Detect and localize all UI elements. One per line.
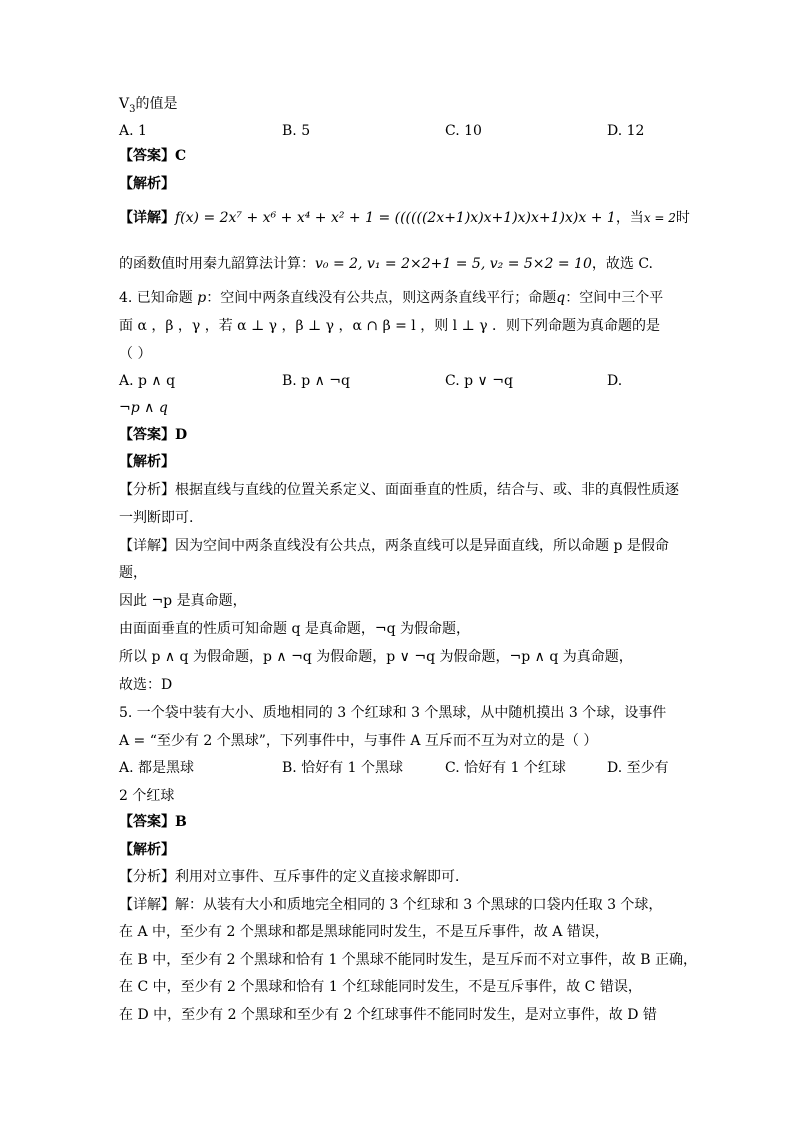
q4-stem-line3: （ ）	[119, 346, 152, 362]
q4-option-d: D.	[607, 373, 623, 389]
q5-options	[119, 758, 684, 778]
q4-stem-line2: 面 α ，β ，γ ，若 α ⊥ γ ，β ⊥ γ ，α ∩ β = l ，则 l ⊥ γ ．则下列命题为真命题的是	[119, 318, 661, 334]
q4-option-b: B. p ∧ ¬q	[282, 373, 350, 389]
q3-detail-line2	[119, 254, 684, 274]
q4-analysis-label: 【解析】	[119, 454, 175, 470]
q3-option-c: C. 10	[445, 123, 482, 139]
q3-line2-end: ，故选 C.	[591, 256, 654, 272]
q3-option-b: B. 5	[282, 123, 311, 139]
q4-stem-mid: ：空间中两条直线没有公共点，则这两条直线平行；命题	[206, 290, 557, 306]
q5-option-d: D. 至少有	[607, 760, 669, 776]
q5-answer: 【答案】B	[119, 814, 187, 830]
q4-option-c: C. p ∨ ¬q	[445, 373, 513, 389]
q4-fenxi-line1: 【分析】根据直线与直线的位置关系定义、面面垂直的性质，结合与、或、非的真假性质逐	[119, 482, 679, 498]
q5-detail-line5: 在 D 中，至少有 2 个黑球和至少有 2 个红球事件不能同时发生，是对立事件，故 D 错	[119, 1007, 657, 1023]
q4-stem-start: 4. 已知命题	[119, 290, 193, 306]
q3-option-d: D. 12	[607, 123, 645, 139]
q4-option-d-wrap: ¬p ∧ q	[119, 400, 168, 416]
q3-detail-line1	[119, 208, 690, 228]
q3-line2-text: 的函数值时用秦九韶算法计算：	[119, 256, 315, 272]
q4-options	[119, 371, 684, 391]
q5-detail-line4: 在 C 中，至少有 2 个黑球和恰有 1 个红球能同时发生，不是互斥事件，故 C 错误，	[119, 979, 642, 995]
q3-detail-cond: x = 2	[643, 211, 676, 225]
q4-detail-line1: 【详解】因为空间中两条直线没有公共点，两条直线可以是异面直线，所以命题 p 是假命	[119, 538, 669, 554]
q3-stem-rest: 的值是	[135, 96, 178, 112]
q4-fenxi-line2: 一判断即可.	[119, 510, 194, 526]
q4-stem-end: ：空间中三个平	[565, 290, 664, 306]
q3-stem-tail	[119, 94, 684, 120]
q3-formula: f(x) = 2x⁷ + x⁶ + x⁴ + x² + 1 = ((((((2x+1)x)x+1)x)x+1)x)x + 1	[175, 210, 616, 226]
q5-fenxi: 【分析】利用对立事件、互斥事件的定义直接求解即可．	[119, 869, 469, 885]
q5-stem-line1: 5. 一个袋中装有大小、质地相同的 3 个红球和 3 个黑球，从中随机摸出 3 个球，设事件	[119, 705, 667, 721]
q4-detail-line4: 由面面垂直的性质可知命题 q 是真命题，¬q 为假命题，	[119, 621, 471, 637]
q3-options	[119, 121, 684, 141]
q4-detail-line2: 题，	[119, 565, 147, 581]
q3-option-a: A. 1	[119, 123, 147, 139]
q5-stem-line2: A = “至少有 2 个黑球”，下列事件中，与事件 A 互斥而不互为对立的是（ ）	[119, 733, 598, 749]
q3-detail-time: 时	[675, 210, 690, 226]
q3-answer: 【答案】C	[119, 148, 187, 164]
q3-analysis-label: 【解析】	[119, 176, 175, 192]
q3-line2-formula: v₀ = 2, v₁ = 2×2+1 = 5, v₂ = 5×2 = 10	[315, 256, 592, 272]
q5-option-a: A. 都是黑球	[119, 760, 195, 776]
q4-option-a: A. p ∧ q	[119, 373, 176, 389]
q3-detail-when: ，当	[615, 210, 644, 226]
q3-stem-v: V	[119, 96, 130, 112]
q3-stem-sub: 3	[129, 103, 136, 115]
q4-detail-line6: 故选：D	[119, 677, 173, 693]
q5-analysis-label: 【解析】	[119, 842, 175, 858]
q4-answer: 【答案】D	[119, 427, 188, 443]
q5-option-b: B. 恰好有 1 个黑球	[282, 760, 403, 776]
q4-detail-line3: 因此 ¬p 是真命题，	[119, 593, 247, 609]
q4-detail-line5: 所以 p ∧ q 为假命题，p ∧ ¬q 为假命题，p ∨ ¬q 为假命题，¬p ∧ q 为真命题，	[119, 649, 633, 665]
q4-stem-line1	[119, 288, 684, 308]
q5-option-c: C. 恰好有 1 个红球	[445, 760, 566, 776]
q4-stem-p: p	[197, 290, 207, 306]
q3-detail-label: 【详解】	[119, 210, 175, 226]
q5-detail-line3: 在 B 中，至少有 2 个黑球和恰有 1 个黑球不能同时发生，是互斥而不对立事件，故 B 正确，	[119, 952, 697, 968]
q4-stem-q: q	[556, 290, 566, 306]
q5-detail-line2: 在 A 中，至少有 2 个黑球和都是黑球能同时发生，不是互斥事件，故 A 错误，	[119, 924, 609, 940]
q5-detail-line1: 【详解】解：从装有大小和质地完全相同的 3 个红球和 3 个黑球的口袋内任取 3 个球，	[119, 897, 663, 913]
q5-option-d-wrap: 2 个红球	[119, 788, 175, 804]
